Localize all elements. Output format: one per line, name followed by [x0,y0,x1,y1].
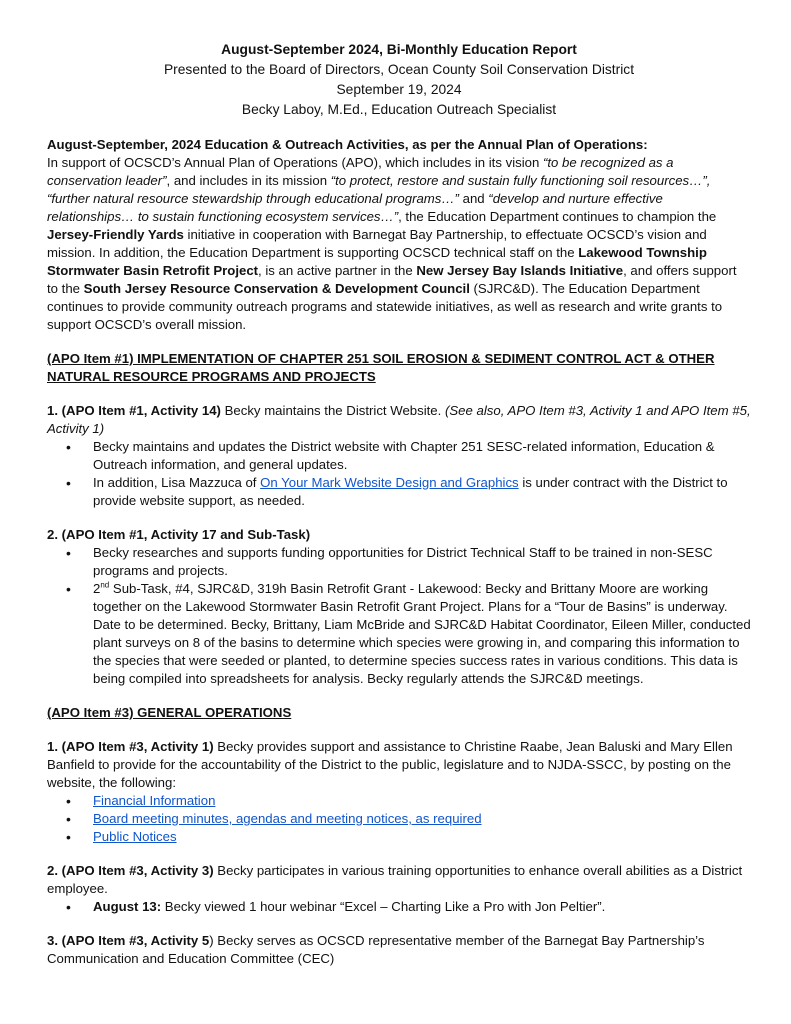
report-author: Becky Laboy, M.Ed., Education Outreach Specialist [241,102,557,117]
list-item [93,792,751,810]
report-date: September 19, 2024 [336,82,462,97]
section3-heading: (APO Item #3) GENERAL OPERATIONS [47,705,292,720]
s3-item3: 3. (APO Item #3, Activity 5) Becky serves as OCSCD representative member of the Barnegat Bay Partnership’s Communication and Education Committee (CEC) [47,933,705,966]
s1-item1-list [47,438,751,510]
public-notices-link[interactable]: Public Notices [93,829,177,844]
s3-item1: 1. (APO Item #3, Activity 1) Becky provides support and assistance to Christine Raabe, Jean Baluski and Mary Ellen Banfield to provide for the accountability of the District to the public, legislature and to NJDA-SSCC, by posting on the website, the following: [47,739,733,790]
financial-information-link[interactable]: Financial Information [93,793,216,808]
intro-paragraph: In support of OCSCD’s Annual Plan of Operations (APO), which includes in its vision “to be recognized as a conservation leader”, and includes in its mission “to protect, restore and sustain fully functioning soil resources…”, “further natural resource stewardship through educational programs…” and “develop and nurture effective relationships… to sustain functioning ecosystem services…”, the Education Department continues to champion the Jersey-Friendly Yards initiative in cooperation with Barnegat Bay Partnership, to effectuate OCSCD’s vision and mission. In addition, the Education Department is supporting OCSCD technical staff on the Lakewood Township Stormwater Basin Retrofit Project, is an active partner in the New Jersey Bay Islands Initiative, and offers support to the South Jersey Resource Conservation & Development Council (SJRC&D). The Education Department continues to provide community outreach programs and statewide initiatives, as well as research and write grants to support OCSCD’s overall mission. [47,155,737,332]
list-item: • Becky researches and supports funding opportunities for District Technical Staff to be trained in non-SESC programs and projects. [93,544,751,580]
s3-item1-list [47,792,751,846]
board-minutes-link[interactable]: Board meeting minutes, agendas and meeting notices, as required [93,811,482,826]
list-item: • August 13: Becky viewed 1 hour webinar “Excel – Charting Like a Pro with Jon Peltier”. [93,898,751,916]
section1-heading: (APO Item #1) IMPLEMENTATION OF CHAPTER 251 SOIL EROSION & SEDIMENT CONTROL ACT & OTHER NATURAL RESOURCE PROGRAMS AND PROJECTS [47,351,715,384]
list-item [93,810,751,828]
s3-item2-list [47,898,751,916]
report-title: August-September 2024, Bi-Monthly Education Report [221,42,577,57]
s1-item2: 2. (APO Item #1, Activity 17 and Sub-Task) [47,527,311,542]
s3-item2: 2. (APO Item #3, Activity 3) Becky participates in various training opportunities to enhance overall abilities as a District employee. [47,863,743,896]
on-your-mark-link[interactable]: On Your Mark Website Design and Graphics [260,475,519,490]
list-item [93,828,751,846]
report-page [47,40,751,968]
s1-item1: 1. (APO Item #1, Activity 14) Becky maintains the District Website. (See also, APO Item #3, Activity 1 and APO Item #5, Activity 1) [47,403,751,436]
list-item: • 2nd Sub-Task, #4, SJRC&D, 319h Basin Retrofit Grant - Lakewood: Becky and Brittany Moore are working together on the Lakewood Stormwater Basin Retrofit Grant Project. Plans for a “Tour de Basins” is underway. Date to be determined. Becky, Brittany, Liam McBride and SJRC&D Habitat Coordinator, Eileen Miller, conducted plant surveys on 8 of the basins to determine which species were growing in, and comparing this information to the species that were seeded or planted, to determine species success rates in various conditions. This data is being compiled into spreadsheets for analysis. Becky regularly attends the SJRC&D meetings. [93,580,751,688]
list-item: • In addition, Lisa Mazzuca of On Your Mark Website Design and Graphics is under contract with the District to provide website support, as needed. [93,474,751,510]
list-item: • Becky maintains and updates the District website with Chapter 251 SESC-related information, Education & Outreach information, and general updates. [93,438,751,474]
presented-to: Presented to the Board of Directors, Ocean County Soil Conservation District [163,62,635,77]
intro-heading: August-September, 2024 Education & Outreach Activities, as per the Annual Plan of Operations: [47,137,648,152]
s1-item2-list [47,544,751,688]
